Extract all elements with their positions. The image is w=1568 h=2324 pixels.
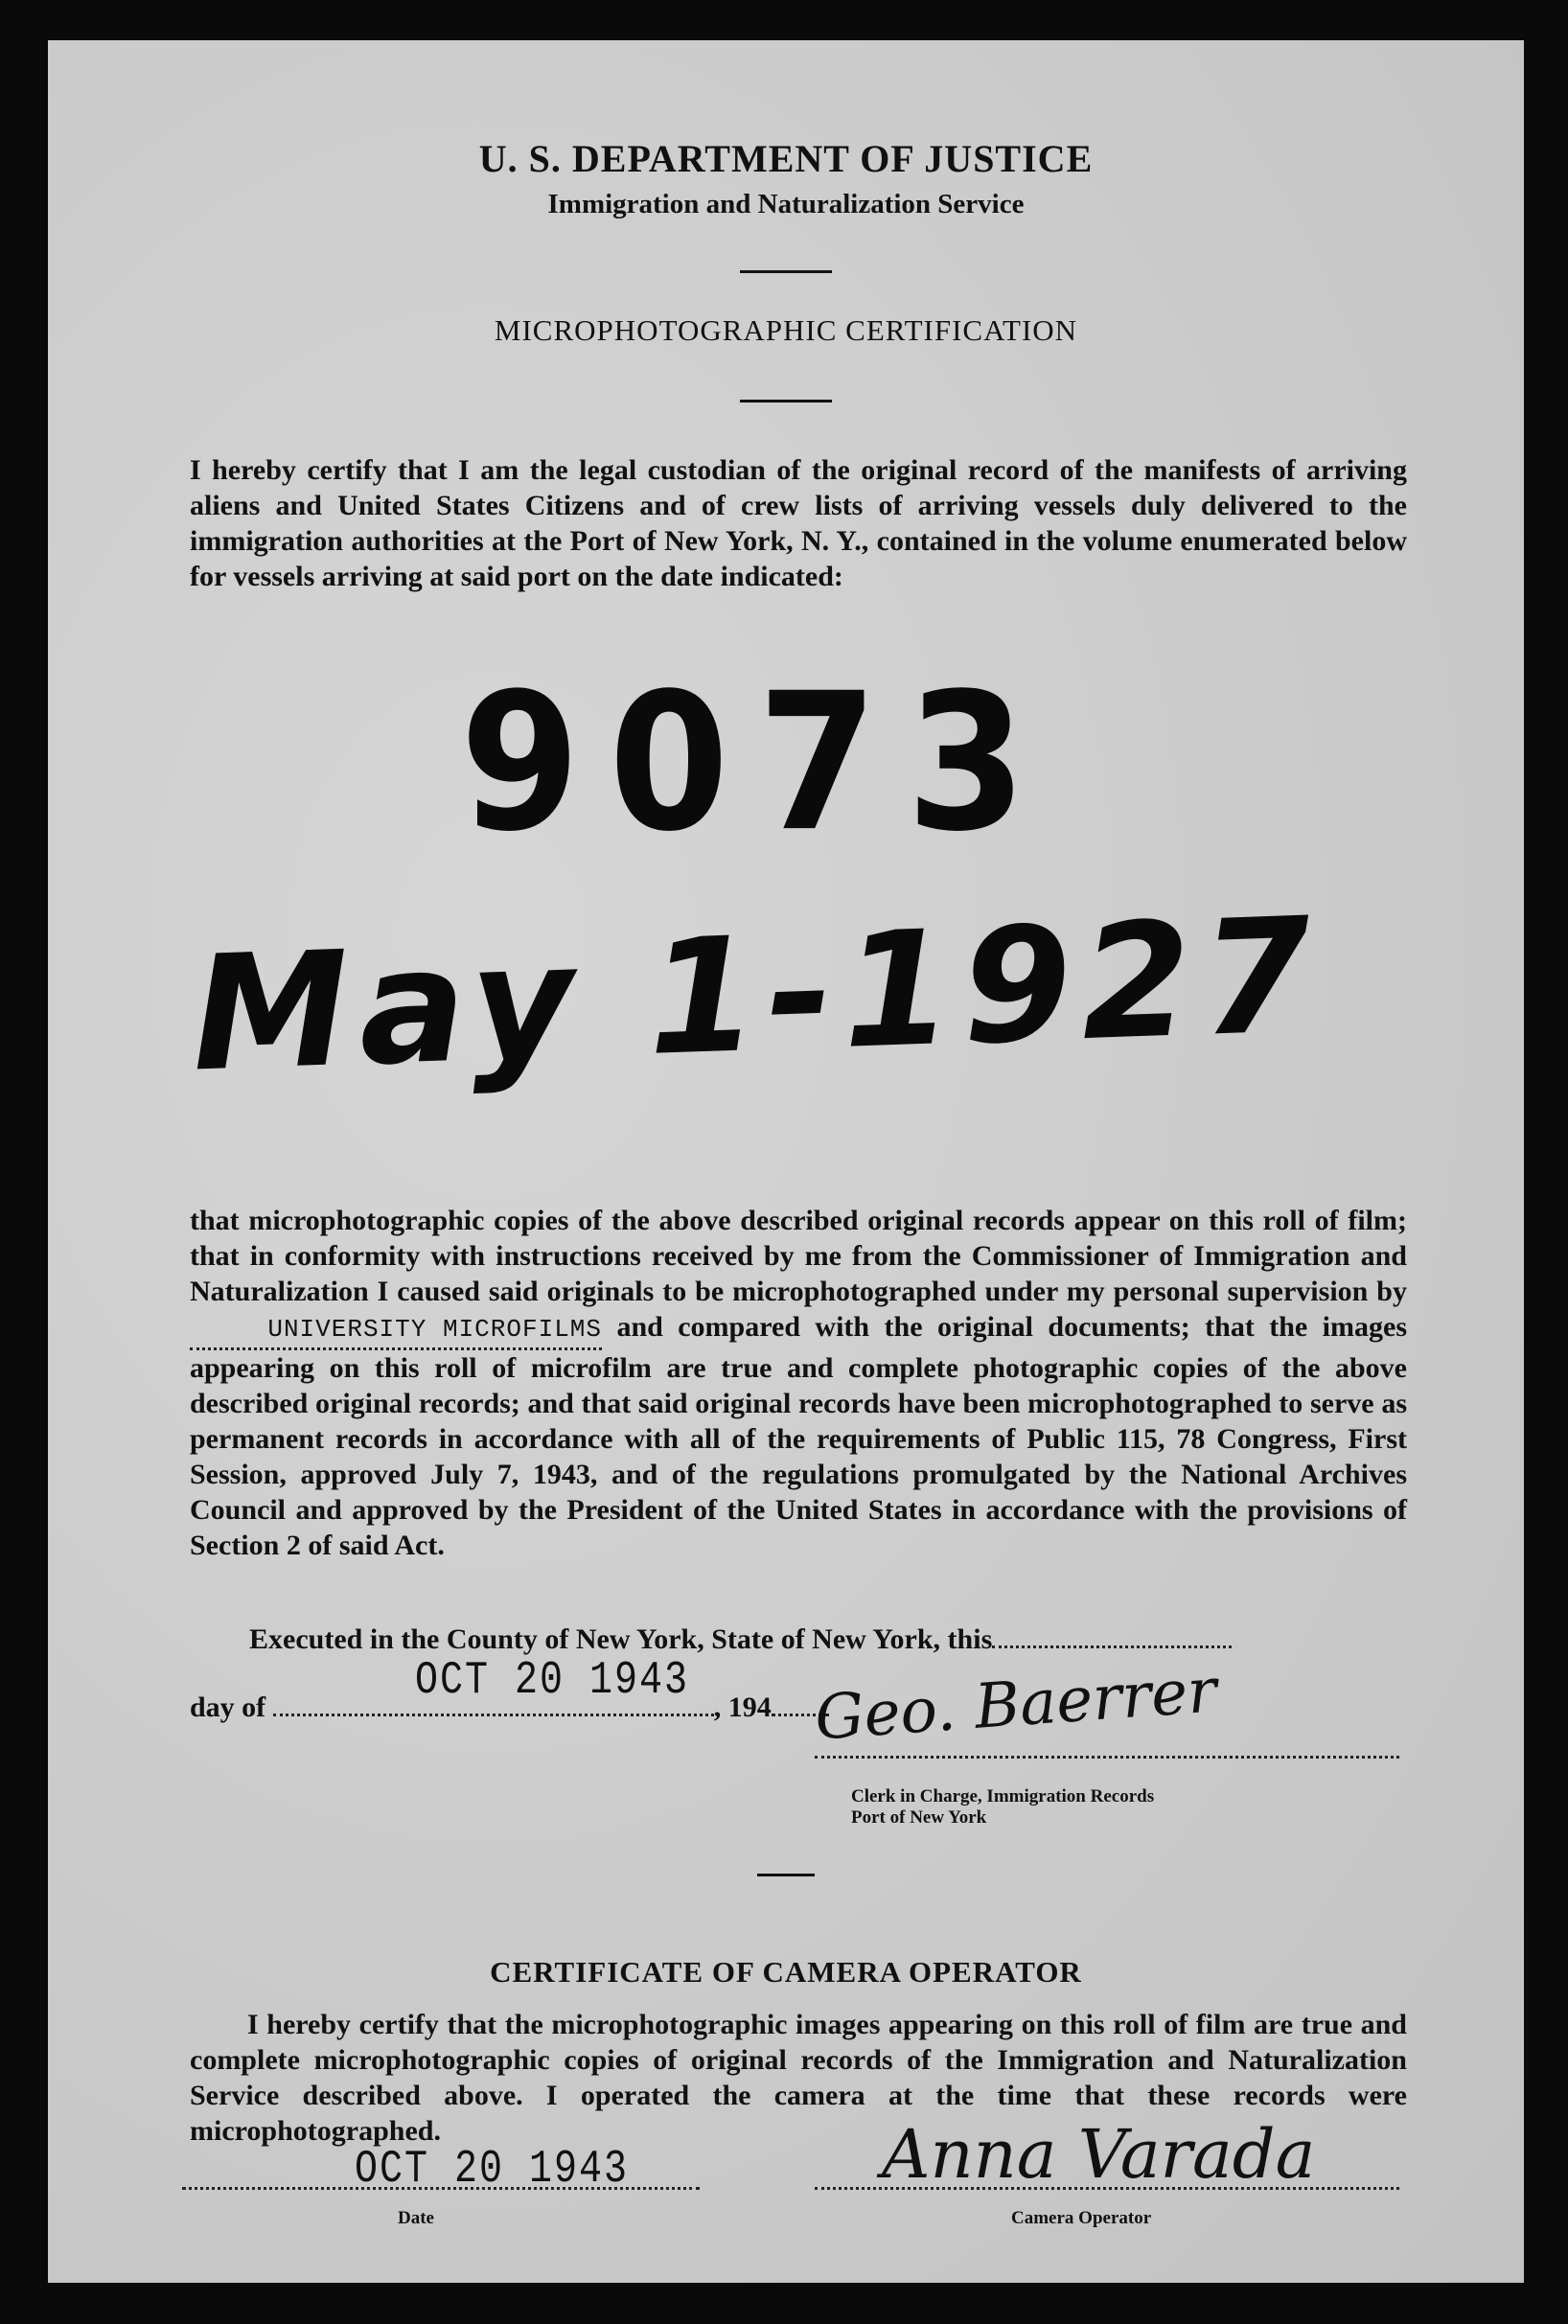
intro-paragraph: I hereby certify that I am the legal custodian of the original record of the manifests of arriving aliens and United States Citizens and of crew lists of arriving vessels duly delivered to the immigration authorities at the Port of New York, N. Y., contained in the volume enumerated below for vessels arriving at said port on the date indicated: [190, 454, 1407, 592]
contractor-field [190, 1309, 602, 1350]
execution-date-stamp: OCT 20 1943 [415, 1655, 690, 1708]
clerk-title [851, 1786, 1154, 1829]
execution-text: Executed in the County of New York, State of New York, this [249, 1623, 993, 1655]
year-prefix: , 194 [713, 1691, 772, 1723]
operator-signature: Anna Varada [882, 2115, 1316, 2194]
operator-date-stamp: OCT 20 1943 [355, 2144, 630, 2197]
clerk-signature-line [815, 1756, 1399, 1759]
handwritten-date: May 1-1927 [189, 883, 1324, 1107]
operator-date-label: Date [398, 2208, 434, 2228]
body-text-part2: and compared with the original documents; that the images appearing on this roll of microfilm are true and complete photographic copies of the above described original records; and that said original records have been microphotographed to serve as permanent records in accordance with all of the requirements of Public 115, 78 Congress, First Session, approved July 7, 1943, and of the regulations promulgated by the National Archives Council and approved by the President of the United States in accordance with the provisions of Section 2 of said Act. [190, 1311, 1407, 1561]
contractor-name: UNIVERSITY MICROFILMS [267, 1315, 602, 1344]
camera-operator-paragraph: I hereby certify that the microphotographic images appearing on this roll of film are true and complete microphotographic copies of original records of the Immigration and Naturalization Service described above. I operated the camera at the time that these records were microphotographed. [190, 2009, 1407, 2147]
divider [757, 1874, 815, 1876]
camera-operator-title: CERTIFICATE OF CAMERA OPERATOR [490, 1955, 1082, 1989]
camera-operator-label: Camera Operator [1011, 2208, 1152, 2228]
divider [740, 270, 832, 273]
clerk-signature: Geo. Baerrer [812, 1655, 1219, 1755]
execution-line [249, 1623, 1232, 1656]
service-heading: Immigration and Naturalization Service [547, 189, 1025, 219]
divider [740, 400, 832, 403]
department-heading: U. S. DEPARTMENT OF JUSTICE [478, 137, 1094, 180]
clerk-title-line1: Clerk in Charge, Immigration Records [851, 1786, 1155, 1806]
day-of-label: day of [190, 1691, 266, 1723]
handwritten-volume-number: 9073 [460, 653, 1055, 874]
clerk-title-line2: Port of New York [851, 1807, 987, 1828]
body-text-part1: that microphotographic copies of the above described original records appear on this roll of film; that in conformity with instructions received by me from the Commissioner of Immigration and Naturalization I caused said originals to be microphotographed under my personal supervision by [190, 1205, 1407, 1307]
body-paragraph [190, 1203, 1407, 1563]
certificate-sheet [48, 40, 1524, 2283]
certification-title: MICROPHOTOGRAPHIC CERTIFICATION [494, 313, 1078, 347]
operator-signature-line [815, 2187, 1399, 2190]
